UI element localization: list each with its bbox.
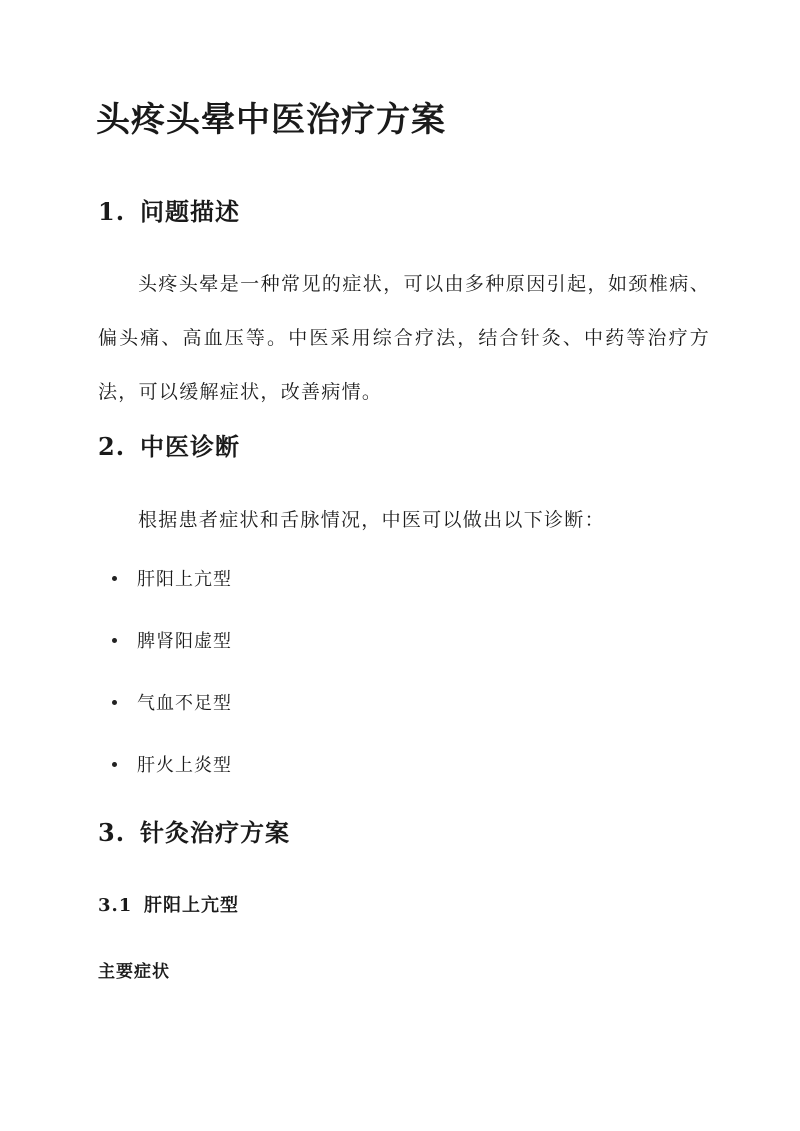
subsection-number: 3.1 [98,895,133,916]
list-item [112,560,232,622]
bullet-icon [112,576,117,581]
subsection-heading-liver-yang [98,893,239,919]
section-number: 1. [98,197,126,226]
subsection-title: 肝阳上亢型 [144,895,239,916]
section-title: 中医诊断 [140,432,240,461]
diagnosis-list [112,560,232,808]
section-heading-acupuncture [98,816,290,850]
section-title: 针灸治疗方案 [140,818,290,847]
bullet-icon [112,638,117,643]
problem-description-paragraph: 头疼头晕是一种常见的症状，可以由多种原因引起，如颈椎病、偏头痛、高血压等。中医采用综合疗法，结合针灸、中药等治疗方法，可以缓解症状，改善病情。 [98,273,710,403]
bullet-icon [112,762,117,767]
main-symptoms-heading: 主要症状 [98,962,170,982]
list-item [112,746,232,808]
list-item [112,622,232,684]
section-number: 3. [98,818,126,847]
list-item-text: 脾肾阳虚型 [137,631,232,652]
section-heading-diagnosis [98,430,240,464]
section-number: 2. [98,432,126,461]
section-heading-problem [98,195,240,229]
section-title: 问题描述 [140,197,240,226]
diagnosis-intro-paragraph: 根据患者症状和舌脉情况，中医可以做出以下诊断： [138,509,605,531]
list-item-text: 肝阳上亢型 [137,569,232,590]
list-item-text: 肝火上炎型 [137,755,232,776]
bullet-icon [112,700,117,705]
list-item [112,684,232,746]
list-item-text: 气血不足型 [137,693,232,714]
document-title: 头疼头晕中医治疗方案 [96,100,446,140]
